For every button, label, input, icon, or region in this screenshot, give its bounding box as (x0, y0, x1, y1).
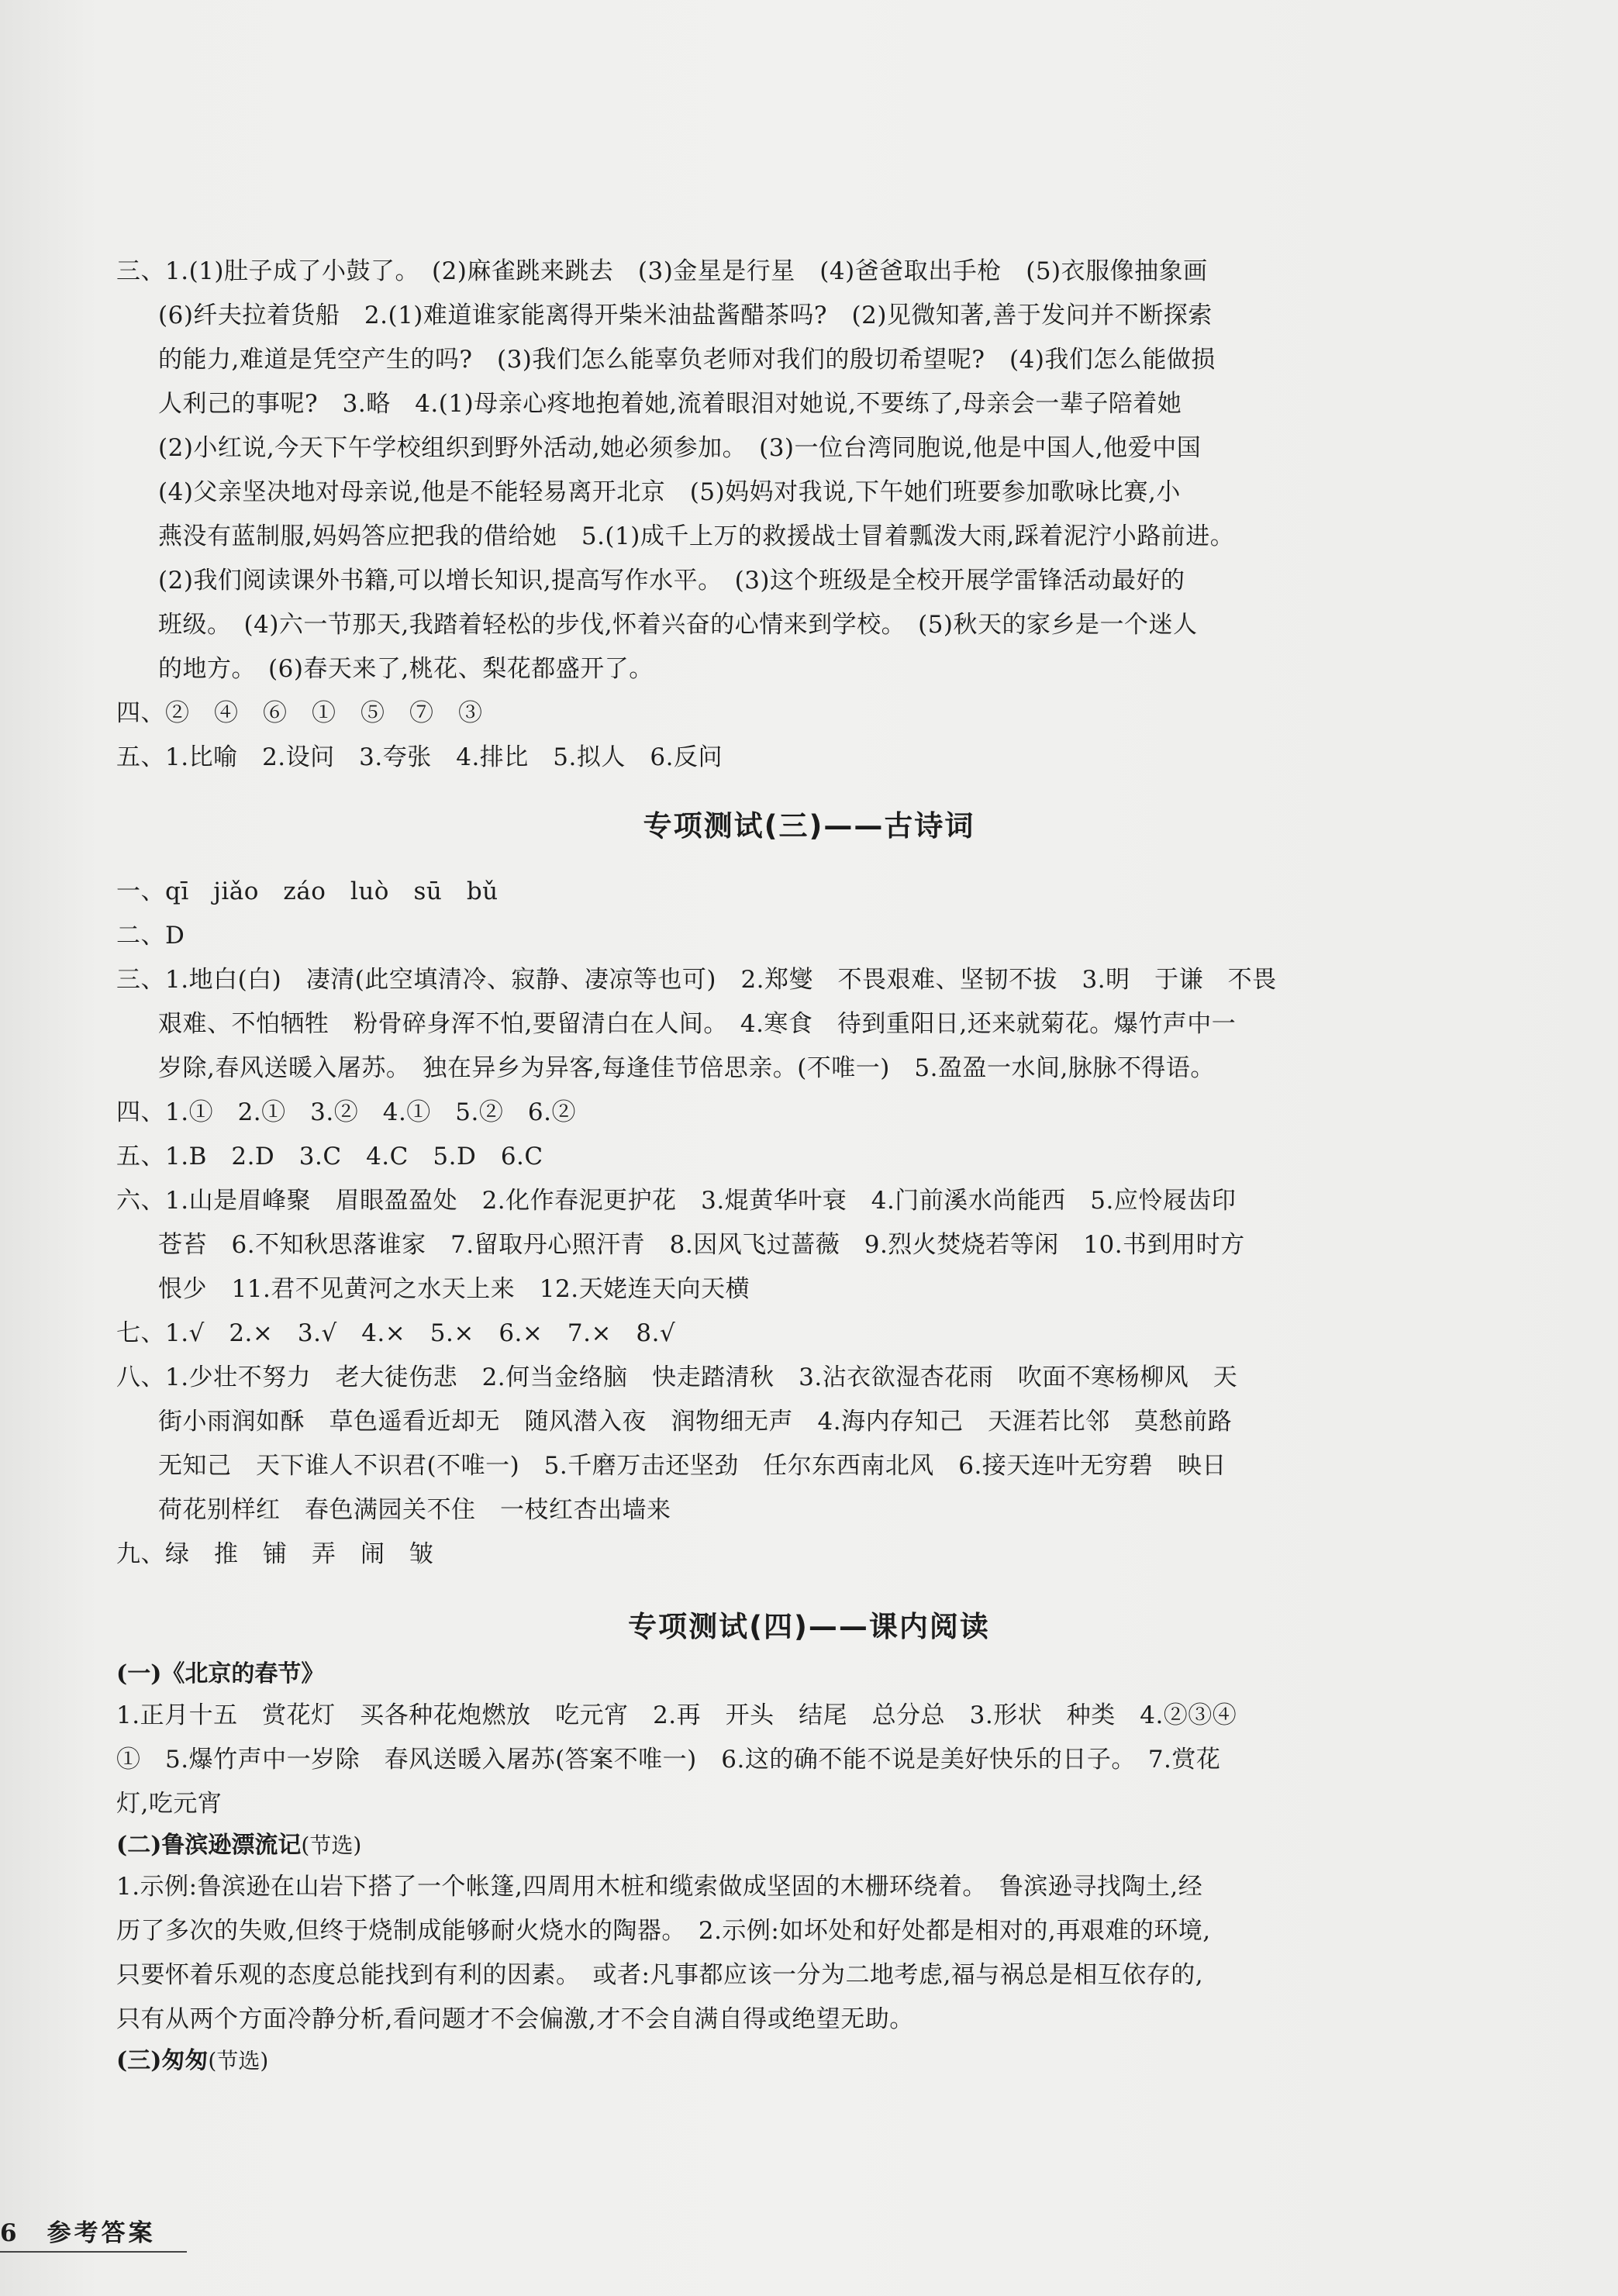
subsection-title-text: (二)鲁滨逊漂流记 (116, 1832, 302, 1859)
text-line: 三、1.(1)肚子成了小鼓了。 (2)麻雀跳来跳去 (3)金星是行星 (4)爸爸取出手枪 (5)衣服像抽象画 (116, 257, 1208, 285)
part2-block (116, 870, 1403, 1577)
text-line: 四、1.① 2.① 3.② 4.① 5.② 6.② (116, 1098, 576, 1126)
text-line: 灯,吃元宵 (116, 1790, 223, 1818)
text-line: 燕没有蓝制服,妈妈答应把我的借给她 5.(1)成千上万的救援战士冒着瓢泼大雨,踩着泥泞小路前进。 (158, 522, 1235, 550)
text-line: 街小雨润如酥 草色遥看近却无 随风潜入夜 润物细无声 4.海内存知己 天涯若比邻 莫愁前路 (158, 1408, 1233, 1436)
text-line: 二、D (116, 922, 185, 950)
subsection-title: (一)《北京的春节》 (116, 1660, 325, 1688)
subsection-title-text: (三)匆匆 (116, 2047, 209, 2074)
subsection-title (116, 1826, 1403, 1865)
subsection-title (116, 2042, 1403, 2081)
page-footer: 6 参考答案 (0, 2213, 187, 2253)
text-line: 艰难、不怕牺牲 粉骨碎身浑不怕,要留清白在人间。 4.寒食 待到重阳日,还来就菊花。爆竹声中一 (158, 1010, 1237, 1038)
text-line: 的地方。 (6)春天来了,桃花、梨花都盛开了。 (158, 655, 654, 683)
text-line: 九、绿 推 铺 弄 闹 皱 (116, 1540, 434, 1568)
text-line: 无知己 天下谁人不识君(不唯一) 5.千磨万击还坚劲 任尔东西南北风 6.接天连叶无穷碧 映日 (158, 1452, 1226, 1480)
text-line: (2)小红说,今天下午学校组织到野外活动,她必须参加。 (3)一位台湾同胞说,他是中国人,他爱中国 (158, 434, 1202, 462)
section-title: 专项测试(三)——古诗词 (643, 809, 975, 843)
text-line: 只有从两个方面冷静分析,看问题才不会偏激,才不会自满自得或绝望无助。 (116, 2005, 914, 2033)
text-line: (6)纤夫拉着货船 2.(1)难道谁家能离得开柴米油盐酱醋茶吗? (2)见微知著,善于发问并不断探索 (158, 302, 1213, 329)
text-line: 1.正月十五 赏花灯 买各种花炮燃放 吃元宵 2.再 开头 结尾 总分总 3.形状 种类 4.②③④ (116, 1701, 1237, 1729)
text-line: 八、1.少壮不努力 老大徒伤悲 2.何当金络脑 快走踏清秋 3.沾衣欲湿杏花雨 吹面不寒杨柳风 天 (116, 1363, 1238, 1391)
subsection-note: (节选) (208, 2048, 269, 2074)
text-line: (2)我们阅读课外书籍,可以增长知识,提高写作水平。 (3)这个班级是全校开展学雷锋活动最好的 (158, 567, 1185, 595)
text-line: 只要怀着乐观的态度总能找到有利的因素。 或者:凡事都应该一分为二地考虑,福与祸总是相互依存的, (116, 1961, 1204, 1989)
text-line: 五、1.比喻 2.设问 3.夸张 4.排比 5.拟人 6.反问 (116, 743, 723, 771)
text-line: 四、② ④ ⑥ ① ⑤ ⑦ ③ (116, 699, 483, 727)
text-line: 班级。 (4)六一节那天,我踏着轻松的步伐,怀着兴奋的心情来到学校。 (5)秋天的家乡是一个迷人 (158, 611, 1198, 639)
text-line: 三、1.地白(白) 凄清(此空填清冷、寂静、凄凉等也可) 2.郑燮 不畏艰难、坚韧不拔 3.明 于谦 不畏 (116, 966, 1277, 994)
part3-block (116, 1655, 1403, 2081)
text-line: 苍苔 6.不知秋思落谁家 7.留取丹心照汗青 8.因风飞过蔷薇 9.烈火焚烧若等闲 10.书到用时方 (158, 1231, 1245, 1259)
text-line: 恨少 11.君不见黄河之水天上来 12.天姥连天向天横 (158, 1275, 750, 1303)
text-line: ① 5.爆竹声中一岁除 春风送暖入屠苏(答案不唯一) 6.这的确不能不说是美好快乐的日子。 7.赏花 (116, 1746, 1221, 1774)
text-line: 荷花别样红 春色满园关不住 一枝红杏出墙来 (158, 1496, 671, 1524)
text-line: 六、1.山是眉峰聚 眉眼盈盈处 2.化作春泥更护花 3.焜黄华叶衰 4.门前溪水尚能西 5.应怜屐齿印 (116, 1187, 1237, 1215)
text-line: 1.示例:鲁滨逊在山岩下搭了一个帐篷,四周用木桩和缆索做成坚固的木栅环绕着。 鲁滨逊寻找陶土,经 (116, 1873, 1203, 1901)
subsection-note: (节选) (301, 1832, 362, 1858)
text-line: 人利己的事呢? 3.略 4.(1)母亲心疼地抱着她,流着眼泪对她说,不要练了,母亲会一辈子陪着她 (158, 390, 1182, 418)
text-line: 的能力,难道是凭空产生的吗? (3)我们怎么能辜负老师对我们的殷切希望呢? (4)我们怎么能做损 (158, 346, 1216, 374)
text-line: 历了多次的失败,但终于烧制成能够耐火烧水的陶器。 2.示例:如坏处和好处都是相对的,再艰难的环境, (116, 1917, 1211, 1945)
section-title: 专项测试(四)——课内阅读 (628, 1610, 990, 1643)
part1-block (116, 250, 1403, 780)
text-line: 七、1.√ 2.× 3.√ 4.× 5.× 6.× 7.× 8.√ (116, 1319, 676, 1347)
text-line: 岁除,春风送暖入屠苏。 独在异乡为异客,每逢佳节倍思亲。(不唯一) 5.盈盈一水间,脉脉不得语。 (158, 1054, 1215, 1082)
text-line: 五、1.B 2.D 3.C 4.C 5.D 6.C (116, 1143, 543, 1170)
text-line: (4)父亲坚决地对母亲说,他是不能轻易离开北京 (5)妈妈对我说,下午她们班要参加歌咏比赛,小 (158, 478, 1181, 506)
text-line: 一、qī jiǎo záo luò sū bǔ (116, 877, 499, 905)
